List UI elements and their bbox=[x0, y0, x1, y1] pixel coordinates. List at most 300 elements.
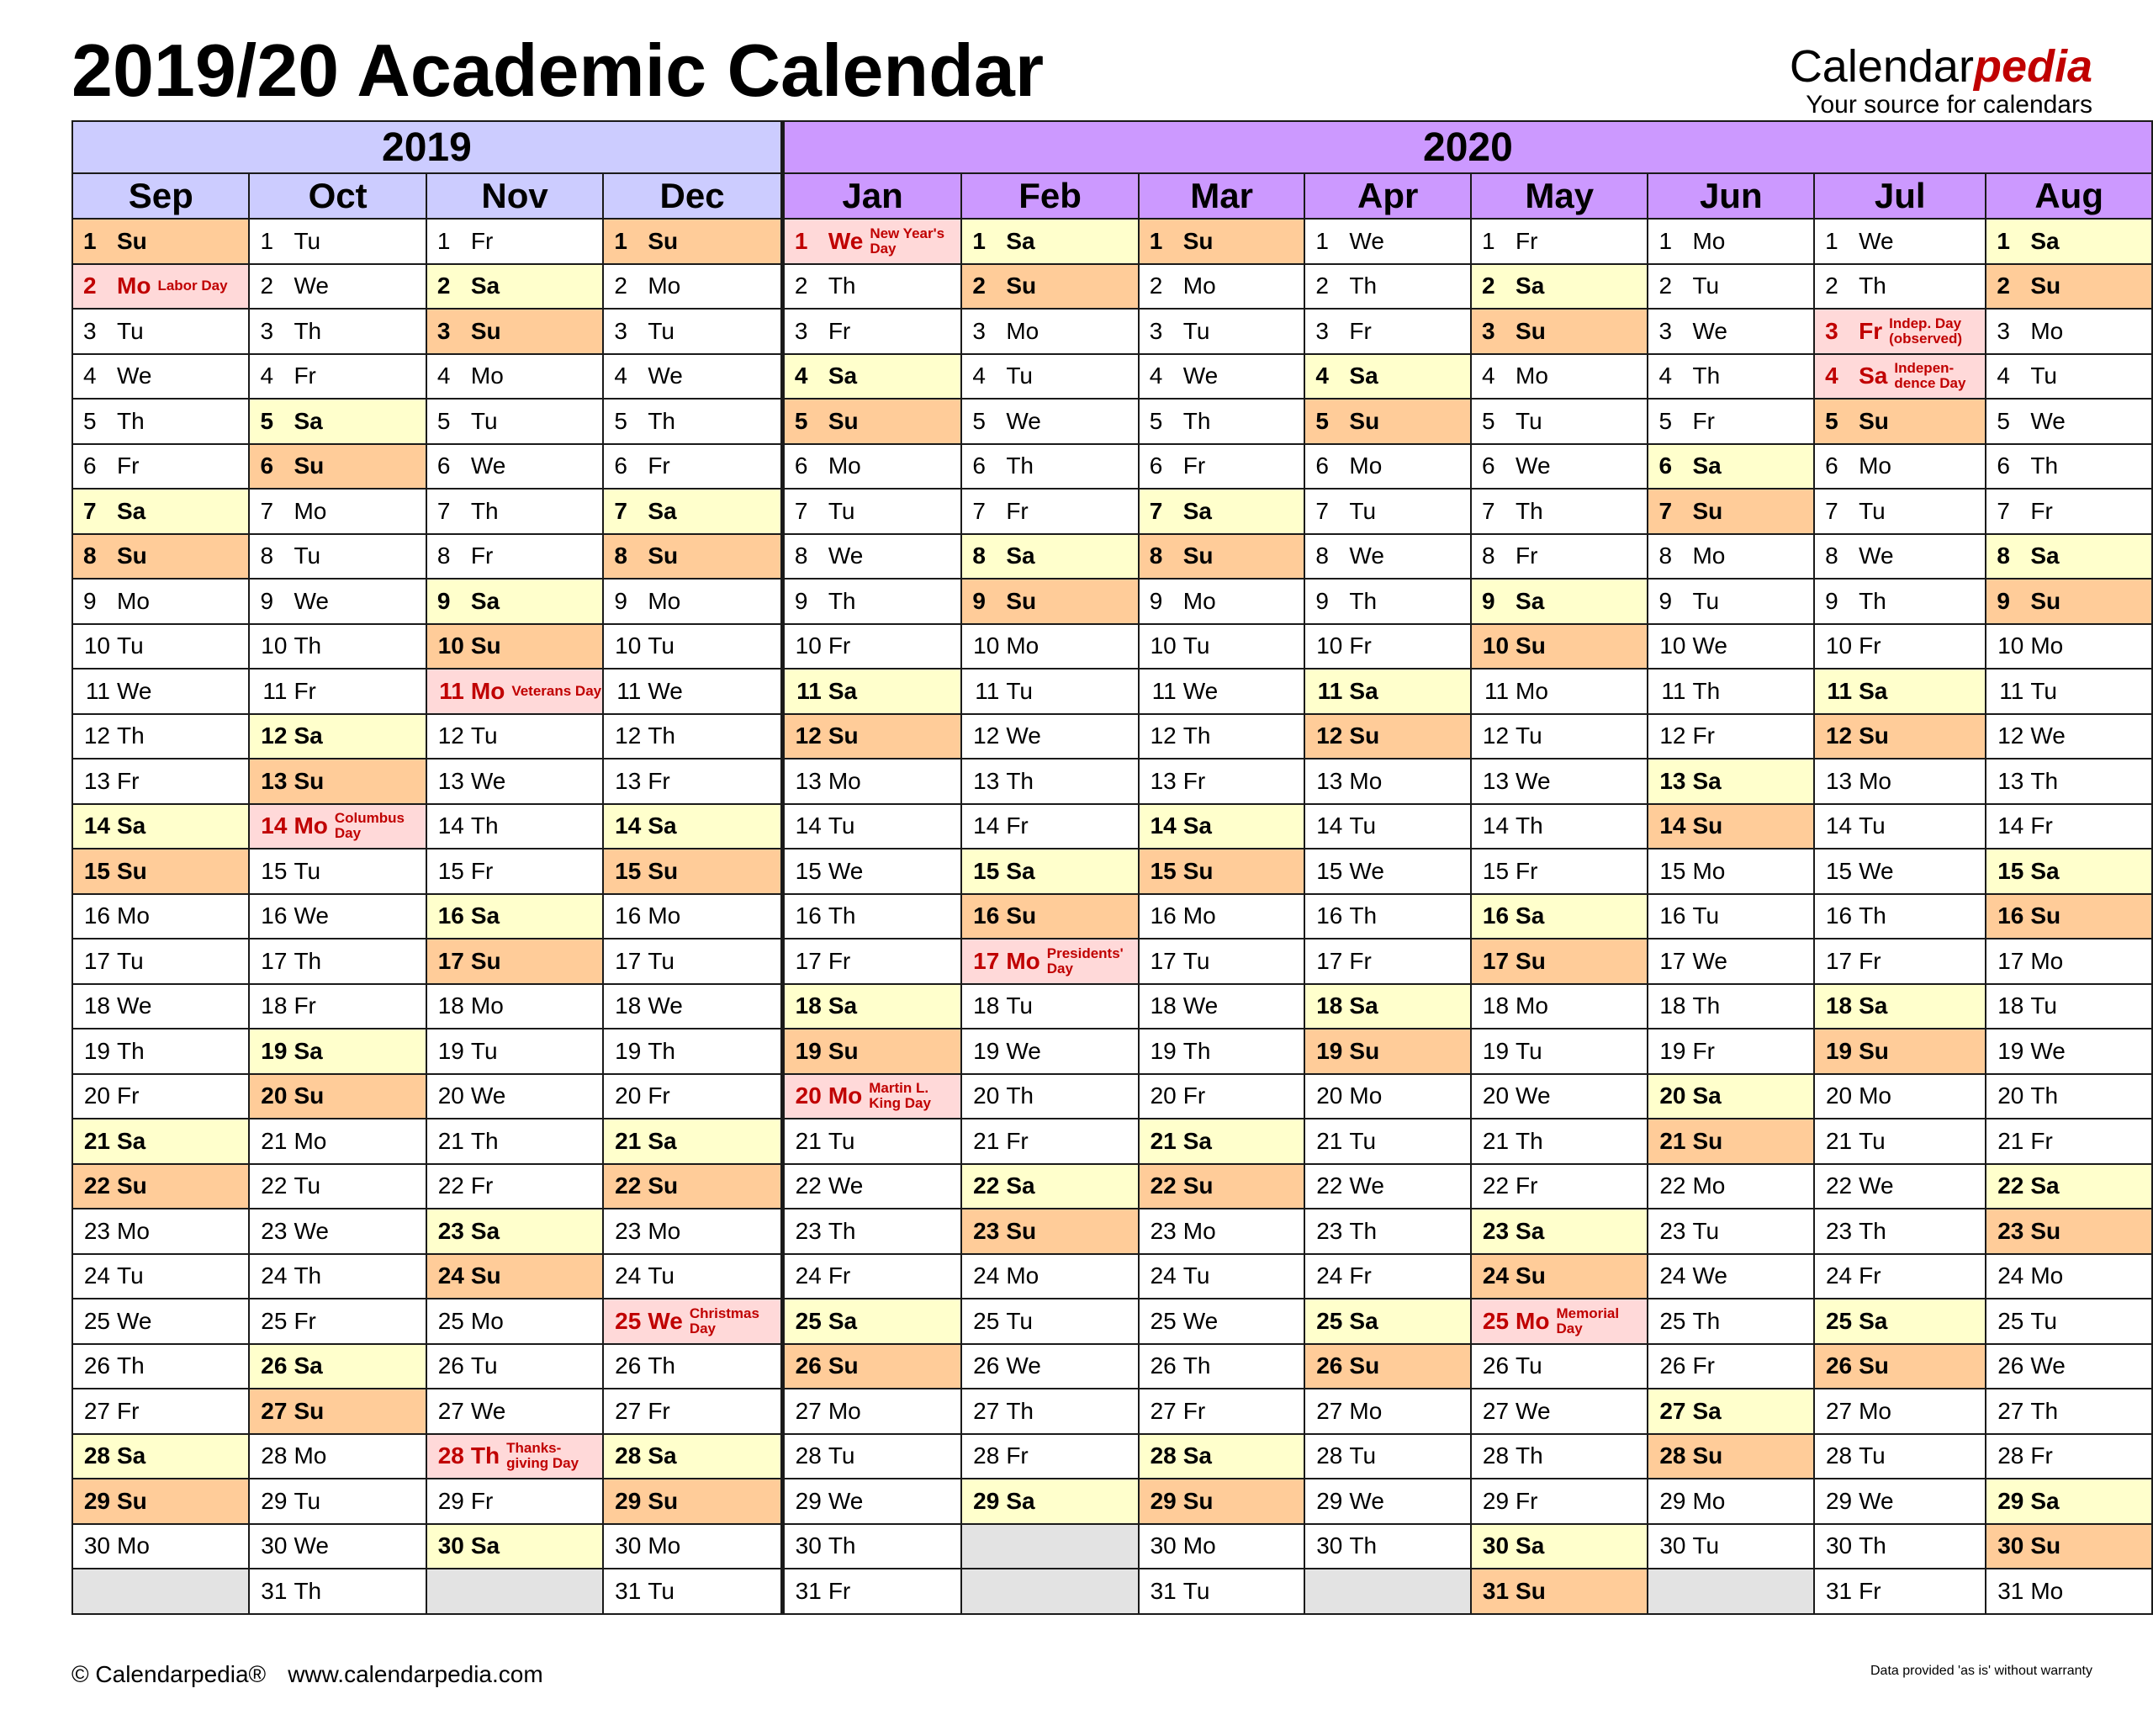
weekday-abbr: Th bbox=[1349, 273, 1378, 299]
day-row bbox=[72, 1389, 2152, 1434]
day-cell bbox=[1648, 1164, 1814, 1209]
day-number: 19 bbox=[1825, 1037, 1853, 1064]
day-number: 8 bbox=[1997, 542, 2010, 569]
weekday-abbr: Sa bbox=[294, 1037, 323, 1064]
day-row bbox=[72, 1299, 2152, 1344]
day-number: 24 bbox=[437, 1262, 464, 1289]
day-cell bbox=[782, 1479, 961, 1524]
weekday-abbr: Fr bbox=[1006, 1442, 1029, 1469]
holiday-name: Columbus Day bbox=[334, 810, 405, 842]
day-number: 31 bbox=[1825, 1577, 1853, 1604]
weekday-abbr: Fr bbox=[470, 1487, 494, 1514]
day-number: 8 bbox=[1315, 542, 1329, 569]
weekday-abbr: Tu bbox=[828, 1442, 855, 1469]
day-cell bbox=[1304, 894, 1471, 939]
day-number: 31 bbox=[1482, 1577, 1510, 1604]
weekday-abbr: We bbox=[1182, 992, 1219, 1019]
day-number: 19 bbox=[1482, 1037, 1510, 1064]
day-cell bbox=[1304, 1389, 1471, 1434]
weekday-abbr: We bbox=[828, 227, 864, 254]
weekday-abbr: Fr bbox=[1182, 453, 1206, 479]
day-cell bbox=[1814, 669, 1986, 714]
day-number: 5 bbox=[1315, 407, 1329, 434]
day-cell bbox=[1304, 1344, 1471, 1389]
weekday-abbr: Fr bbox=[117, 767, 140, 794]
day-number: 1 bbox=[794, 227, 808, 254]
day-number: 17 bbox=[261, 947, 288, 974]
day-cell bbox=[1471, 1164, 1648, 1209]
weekday-abbr: Tu bbox=[1859, 1442, 1886, 1469]
day-number: 19 bbox=[83, 1037, 110, 1064]
day-number: 25 bbox=[1825, 1307, 1853, 1334]
day-cell bbox=[1304, 1299, 1471, 1344]
day-cell bbox=[782, 309, 961, 354]
weekday-abbr: Fr bbox=[1182, 767, 1206, 794]
day-number: 22 bbox=[261, 1172, 288, 1199]
day-number: 9 bbox=[1658, 587, 1673, 614]
day-number: 19 bbox=[261, 1037, 288, 1064]
day-cell bbox=[961, 714, 1138, 760]
day-number: 28 bbox=[973, 1442, 1000, 1469]
day-cell bbox=[1139, 624, 1305, 670]
day-cell bbox=[72, 1479, 249, 1524]
day-number: 5 bbox=[614, 407, 627, 434]
weekday-abbr: Fr bbox=[1692, 722, 1715, 749]
day-number: 13 bbox=[83, 767, 110, 794]
weekday-abbr: Su bbox=[470, 317, 501, 344]
day-number: 28 bbox=[795, 1442, 822, 1469]
day-number: 8 bbox=[972, 542, 986, 569]
day-cell bbox=[603, 1254, 782, 1299]
day-number: 12 bbox=[973, 722, 1000, 749]
day-cell bbox=[1304, 1434, 1471, 1479]
weekday-abbr: Th bbox=[1182, 1037, 1211, 1064]
day-cell bbox=[249, 849, 426, 894]
footer-left bbox=[71, 1661, 565, 1688]
day-cell bbox=[72, 489, 249, 534]
day-cell bbox=[426, 804, 603, 849]
day-cell bbox=[1986, 1479, 2152, 1524]
day-cell bbox=[1304, 354, 1471, 400]
day-number: 23 bbox=[1316, 1217, 1343, 1244]
day-number: 4 bbox=[1825, 363, 1838, 389]
weekday-abbr: We bbox=[1182, 1307, 1219, 1334]
weekday-abbr: Sa bbox=[2030, 1487, 2060, 1514]
day-number: 10 bbox=[1997, 632, 2024, 659]
weekday-abbr: Fr bbox=[470, 1172, 494, 1199]
day-number: 26 bbox=[1150, 1352, 1177, 1379]
weekday-abbr: Th bbox=[2030, 453, 2059, 479]
weekday-abbr: Su bbox=[648, 1487, 679, 1514]
weekday-abbr: We bbox=[1349, 1487, 1384, 1514]
day-number: 24 bbox=[795, 1262, 822, 1289]
weekday-abbr: Th bbox=[294, 317, 322, 344]
day-cell bbox=[1986, 354, 2152, 400]
weekday-abbr: We bbox=[828, 857, 864, 884]
weekday-abbr: Fr bbox=[1859, 632, 1881, 659]
footer-url[interactable]: www.calendarpedia.com bbox=[288, 1661, 543, 1687]
day-cell bbox=[1471, 1119, 1648, 1164]
weekday-abbr: Th bbox=[828, 587, 856, 614]
month-header-apr: Apr bbox=[1304, 173, 1471, 219]
day-number: 9 bbox=[1149, 587, 1163, 614]
day-cell bbox=[961, 534, 1138, 580]
day-cell bbox=[1304, 1254, 1471, 1299]
day-cell bbox=[603, 399, 782, 444]
day-cell bbox=[1814, 714, 1986, 760]
weekday-abbr: Mo bbox=[1182, 587, 1216, 614]
weekday-abbr: Sa bbox=[1859, 677, 1888, 704]
day-cell bbox=[1139, 1209, 1305, 1254]
day-cell bbox=[1139, 309, 1305, 354]
day-cell bbox=[782, 624, 961, 670]
day-cell bbox=[603, 939, 782, 984]
day-cell bbox=[249, 534, 426, 580]
weekday-abbr: Tu bbox=[648, 1262, 674, 1289]
weekday-abbr: We bbox=[117, 363, 152, 389]
day-number: 6 bbox=[1482, 453, 1495, 479]
day-number: 27 bbox=[437, 1397, 464, 1424]
day-cell bbox=[1986, 1569, 2152, 1614]
day-cell bbox=[249, 1389, 426, 1434]
day-number: 16 bbox=[1316, 902, 1343, 929]
day-cell bbox=[1814, 1389, 1986, 1434]
day-number: 30 bbox=[615, 1532, 642, 1559]
weekday-abbr: Tu bbox=[470, 1352, 498, 1379]
day-cell bbox=[1471, 1479, 1648, 1524]
weekday-abbr: Sa bbox=[1349, 677, 1378, 704]
day-cell bbox=[1814, 1074, 1986, 1119]
weekday-abbr: Tu bbox=[828, 1127, 855, 1154]
weekday-abbr: We bbox=[1692, 632, 1727, 659]
weekday-abbr: Mo bbox=[1859, 767, 1892, 794]
weekday-abbr: Fr bbox=[1516, 227, 1538, 254]
calendar-grid bbox=[71, 120, 2153, 1615]
weekday-abbr: We bbox=[1692, 1262, 1727, 1289]
day-number: 16 bbox=[795, 902, 822, 929]
weekday-abbr: Mo bbox=[1006, 317, 1039, 344]
weekday-abbr: Sa bbox=[1182, 1127, 1212, 1154]
weekday-abbr: Mo bbox=[1182, 902, 1216, 929]
holiday-name: Martin L. King Day bbox=[869, 1080, 931, 1112]
day-number: 29 bbox=[1482, 1487, 1510, 1514]
day-number: 9 bbox=[436, 587, 451, 614]
day-cell bbox=[1648, 354, 1814, 400]
weekday-abbr: Th bbox=[117, 722, 145, 749]
day-row bbox=[72, 714, 2152, 760]
day-number: 11 bbox=[1999, 677, 2024, 704]
day-number: 20 bbox=[1482, 1082, 1510, 1109]
day-cell bbox=[72, 309, 249, 354]
day-cell bbox=[1139, 354, 1305, 400]
day-cell bbox=[1814, 1344, 1986, 1389]
weekday-abbr: Th bbox=[828, 273, 856, 299]
weekday-abbr: Mo bbox=[2030, 947, 2064, 974]
day-number: 18 bbox=[1997, 992, 2024, 1019]
day-number: 13 bbox=[1659, 767, 1686, 794]
weekday-abbr: Sa bbox=[1692, 1082, 1722, 1109]
weekday-abbr: Fr bbox=[1349, 1262, 1372, 1289]
day-number: 28 bbox=[1482, 1442, 1510, 1469]
day-number: 24 bbox=[1150, 1262, 1177, 1289]
day-cell bbox=[249, 894, 426, 939]
weekday-abbr: Th bbox=[1692, 363, 1721, 389]
weekday-abbr: Th bbox=[828, 902, 856, 929]
day-cell bbox=[249, 1434, 426, 1479]
month-header-feb: Feb bbox=[961, 173, 1138, 219]
day-number: 18 bbox=[1659, 992, 1686, 1019]
day-cell bbox=[1139, 849, 1305, 894]
weekday-abbr: Sa bbox=[117, 497, 146, 524]
day-cell bbox=[603, 849, 782, 894]
weekday-abbr: We bbox=[117, 1307, 152, 1334]
weekday-abbr: Su bbox=[1182, 1487, 1214, 1514]
day-cell bbox=[1814, 1254, 1986, 1299]
day-number: 4 bbox=[794, 363, 808, 389]
day-number: 5 bbox=[1482, 407, 1495, 434]
weekday-abbr: We bbox=[1516, 453, 1551, 479]
weekday-abbr: Mo bbox=[2030, 1262, 2064, 1289]
day-number: 11 bbox=[796, 677, 822, 704]
weekday-abbr: Th bbox=[1182, 407, 1211, 434]
day-cell bbox=[1471, 444, 1648, 490]
day-number: 27 bbox=[83, 1397, 110, 1424]
weekday-abbr: Fr bbox=[1182, 1082, 1206, 1109]
day-number: 5 bbox=[83, 407, 97, 434]
day-cell bbox=[1814, 309, 1986, 354]
weekday-abbr: Mo bbox=[2030, 1577, 2064, 1604]
day-number: 6 bbox=[1315, 453, 1329, 479]
weekday-abbr: Fr bbox=[1349, 632, 1372, 659]
day-cell bbox=[249, 1479, 426, 1524]
holiday-name: Memorial Day bbox=[1556, 1305, 1620, 1336]
weekday-abbr: Mo bbox=[648, 587, 681, 614]
weekday-abbr: Sa bbox=[117, 812, 146, 839]
weekday-abbr: Th bbox=[1516, 1442, 1543, 1469]
day-cell bbox=[782, 669, 961, 714]
day-number: 3 bbox=[614, 317, 627, 344]
day-number: 23 bbox=[1997, 1217, 2024, 1244]
day-cell bbox=[249, 669, 426, 714]
day-cell bbox=[1648, 1119, 1814, 1164]
day-cell bbox=[1471, 1524, 1648, 1569]
day-row bbox=[72, 624, 2152, 670]
weekday-abbr: We bbox=[2030, 722, 2066, 749]
day-cell bbox=[1304, 804, 1471, 849]
day-number: 29 bbox=[437, 1487, 464, 1514]
day-cell bbox=[426, 1254, 603, 1299]
day-number: 27 bbox=[795, 1397, 822, 1424]
day-cell bbox=[961, 1299, 1138, 1344]
day-cell bbox=[1648, 309, 1814, 354]
day-cell bbox=[1814, 1479, 1986, 1524]
weekday-abbr: Mo bbox=[470, 1307, 504, 1334]
weekday-abbr: Su bbox=[1182, 857, 1214, 884]
weekday-abbr: Tu bbox=[294, 857, 321, 884]
day-number: 14 bbox=[437, 812, 464, 839]
day-number: 25 bbox=[1150, 1307, 1177, 1334]
day-cell bbox=[72, 894, 249, 939]
weekday-abbr: Mo bbox=[1859, 1082, 1892, 1109]
day-cell bbox=[426, 1344, 603, 1389]
weekday-abbr: Su bbox=[1006, 1217, 1037, 1244]
weekday-abbr: We bbox=[470, 767, 506, 794]
day-row bbox=[72, 219, 2152, 264]
day-cell bbox=[249, 1119, 426, 1164]
day-number: 3 bbox=[794, 317, 808, 344]
day-cell bbox=[1139, 1119, 1305, 1164]
day-cell bbox=[249, 759, 426, 804]
day-number: 13 bbox=[795, 767, 822, 794]
day-row bbox=[72, 534, 2152, 580]
weekday-abbr: Su bbox=[1859, 1037, 1889, 1064]
day-cell bbox=[1648, 1209, 1814, 1254]
day-cell bbox=[961, 804, 1138, 849]
day-cell bbox=[1304, 669, 1471, 714]
day-cell bbox=[961, 939, 1138, 984]
weekday-abbr: Su bbox=[828, 1037, 859, 1064]
day-number: 16 bbox=[1150, 902, 1177, 929]
day-number: 23 bbox=[1482, 1217, 1510, 1244]
day-number: 25 bbox=[261, 1307, 288, 1334]
day-number: 3 bbox=[1658, 317, 1673, 344]
day-number: 2 bbox=[1658, 273, 1673, 299]
day-number: 31 bbox=[1997, 1577, 2024, 1604]
weekday-abbr: Mo bbox=[648, 1217, 681, 1244]
day-cell bbox=[1986, 714, 2152, 760]
day-number: 21 bbox=[973, 1127, 1000, 1154]
day-cell bbox=[249, 984, 426, 1029]
weekday-abbr: We bbox=[1006, 1037, 1041, 1064]
weekday-abbr: Th bbox=[1006, 1082, 1034, 1109]
day-cell bbox=[1648, 624, 1814, 670]
day-number: 12 bbox=[615, 722, 642, 749]
day-row bbox=[72, 894, 2152, 939]
weekday-abbr: Fr bbox=[1349, 317, 1372, 344]
day-number: 13 bbox=[1997, 767, 2024, 794]
weekday-abbr: Mo bbox=[1006, 1262, 1039, 1289]
weekday-abbr: We bbox=[828, 1487, 864, 1514]
day-cell bbox=[782, 1119, 961, 1164]
day-number: 7 bbox=[1825, 497, 1838, 524]
day-cell bbox=[72, 444, 249, 490]
day-cell bbox=[961, 309, 1138, 354]
day-number: 12 bbox=[1997, 722, 2024, 749]
day-cell bbox=[1986, 489, 2152, 534]
weekday-abbr: We bbox=[470, 1397, 506, 1424]
day-number: 20 bbox=[1659, 1082, 1686, 1109]
day-number: 21 bbox=[1659, 1127, 1686, 1154]
day-cell bbox=[961, 624, 1138, 670]
day-number: 29 bbox=[1659, 1487, 1686, 1514]
day-cell bbox=[782, 1344, 961, 1389]
day-number: 11 bbox=[1661, 677, 1686, 704]
day-cell bbox=[1471, 309, 1648, 354]
day-number: 28 bbox=[1659, 1442, 1686, 1469]
weekday-abbr: Sa bbox=[648, 812, 677, 839]
day-number: 17 bbox=[1316, 947, 1343, 974]
weekday-abbr: We bbox=[294, 587, 329, 614]
day-cell bbox=[1814, 849, 1986, 894]
day-number: 8 bbox=[83, 542, 97, 569]
day-number: 25 bbox=[1659, 1307, 1686, 1334]
weekday-abbr: Fr bbox=[828, 632, 851, 659]
day-number: 19 bbox=[1997, 1037, 2024, 1064]
weekday-abbr: Tu bbox=[1182, 317, 1210, 344]
day-cell bbox=[1986, 939, 2152, 984]
day-number: 13 bbox=[1482, 767, 1510, 794]
weekday-abbr: Sa bbox=[648, 1127, 677, 1154]
day-cell bbox=[1471, 894, 1648, 939]
day-cell bbox=[1304, 714, 1471, 760]
day-cell bbox=[961, 1344, 1138, 1389]
brand-tagline: Your source for calendars bbox=[1806, 91, 2092, 119]
day-number: 11 bbox=[975, 677, 1000, 704]
day-number: 22 bbox=[437, 1172, 464, 1199]
day-cell bbox=[1471, 1344, 1648, 1389]
day-number: 24 bbox=[1997, 1262, 2024, 1289]
day-cell bbox=[1304, 1119, 1471, 1164]
day-cell bbox=[426, 1209, 603, 1254]
weekday-abbr: We bbox=[2030, 407, 2066, 434]
day-cell bbox=[782, 1209, 961, 1254]
weekday-abbr: Su bbox=[294, 767, 325, 794]
day-number: 12 bbox=[437, 722, 464, 749]
day-number: 4 bbox=[436, 363, 451, 389]
day-cell bbox=[603, 1344, 782, 1389]
day-number: 26 bbox=[1997, 1352, 2024, 1379]
weekday-abbr: Su bbox=[1859, 1352, 1889, 1379]
day-cell bbox=[1304, 984, 1471, 1029]
day-number: 20 bbox=[437, 1082, 464, 1109]
day-number: 27 bbox=[1997, 1397, 2024, 1424]
day-number: 20 bbox=[1316, 1082, 1343, 1109]
weekday-abbr: Fr bbox=[1006, 1127, 1029, 1154]
day-number: 21 bbox=[1150, 1127, 1177, 1154]
day-number: 30 bbox=[261, 1532, 288, 1559]
weekday-abbr: Su bbox=[1006, 273, 1037, 299]
weekday-abbr: Mo bbox=[1006, 632, 1039, 659]
day-cell bbox=[782, 849, 961, 894]
day-cell bbox=[426, 264, 603, 310]
weekday-abbr: Su bbox=[117, 1487, 147, 1514]
year-header-2019: 2019 bbox=[72, 121, 782, 173]
day-number: 26 bbox=[795, 1352, 822, 1379]
day-number: 18 bbox=[973, 992, 1000, 1019]
day-number: 1 bbox=[1149, 227, 1163, 254]
day-cell bbox=[782, 1569, 961, 1614]
day-number: 17 bbox=[1150, 947, 1177, 974]
weekday-abbr: We bbox=[294, 1532, 329, 1559]
day-number: 8 bbox=[1658, 542, 1673, 569]
day-number: 12 bbox=[83, 722, 110, 749]
day-cell bbox=[249, 1254, 426, 1299]
day-number: 2 bbox=[1825, 273, 1838, 299]
day-number: 1 bbox=[1658, 227, 1673, 254]
day-number: 23 bbox=[973, 1217, 1000, 1244]
weekday-abbr: Su bbox=[1349, 722, 1380, 749]
weekday-abbr: We bbox=[1182, 363, 1219, 389]
day-row bbox=[72, 759, 2152, 804]
weekday-abbr: Fr bbox=[1516, 542, 1538, 569]
weekday-abbr: Th bbox=[2030, 1397, 2059, 1424]
weekday-abbr: Sa bbox=[2030, 542, 2060, 569]
weekday-abbr: We bbox=[1859, 1487, 1894, 1514]
day-number: 12 bbox=[1482, 722, 1510, 749]
day-cell bbox=[961, 354, 1138, 400]
weekday-abbr: Tu bbox=[117, 947, 144, 974]
day-cell bbox=[603, 1569, 782, 1614]
